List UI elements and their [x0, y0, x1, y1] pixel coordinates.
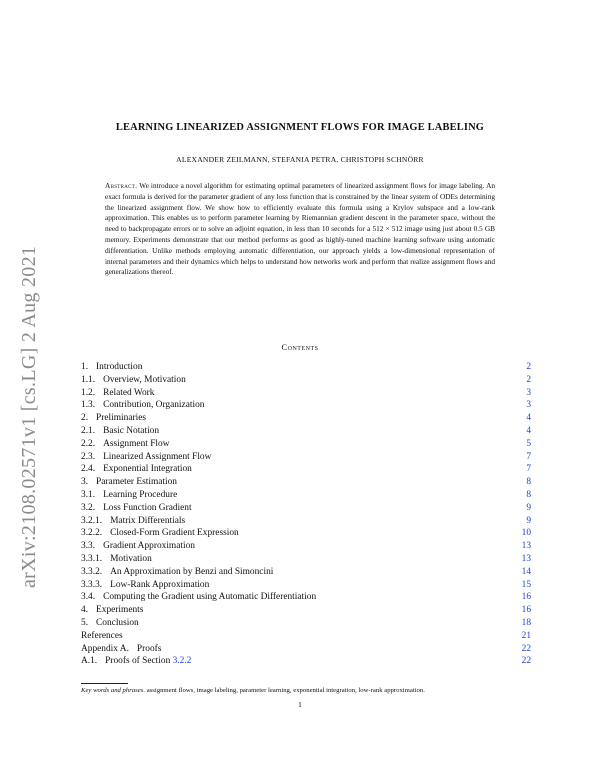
footnote: [81, 686, 541, 695]
toc-entry[interactable]: [81, 579, 531, 592]
toc-page-link[interactable]: 2: [526, 362, 531, 372]
toc-entry-title: Proofs of Section: [105, 656, 171, 667]
toc-entry[interactable]: [81, 553, 531, 566]
toc-entry-number: 3.1.: [81, 489, 96, 500]
toc-entry[interactable]: [81, 425, 531, 438]
toc-entry-number: 3.3.: [81, 541, 96, 552]
footnote-text: assignment flows, image labeling, parameter learning, exponential integration, low-rank approximation.: [146, 687, 425, 694]
toc-entry-title: Overview, Motivation: [103, 374, 186, 385]
toc-page-link[interactable]: 16: [521, 592, 531, 603]
toc-entry[interactable]: [81, 630, 531, 643]
toc-entry[interactable]: [81, 527, 531, 540]
table-of-contents: [81, 361, 531, 668]
toc-entry-number: 3.2.2.: [81, 528, 103, 539]
toc-page-link[interactable]: 9: [526, 502, 531, 513]
toc-page-link[interactable]: 16: [521, 605, 531, 616]
toc-entry[interactable]: [81, 655, 531, 668]
toc-page-link[interactable]: 9: [526, 515, 531, 526]
toc-entry-number: 2.3.: [81, 451, 96, 462]
arxiv-identifier: arXiv:2108.02571v1 [cs.LG] 2 Aug 2021: [18, 245, 40, 588]
toc-entry-number: 3.3.3.: [81, 579, 103, 590]
paper-title: LEARNING LINEARIZED ASSIGNMENT FLOWS FOR IMAGE LABELING: [115, 122, 485, 133]
toc-entry-title: Experiments: [96, 605, 144, 616]
toc-entry-title: Related Work: [103, 387, 155, 398]
toc-entry[interactable]: [81, 387, 531, 400]
toc-entry[interactable]: [81, 604, 531, 617]
toc-entry-title: Exponential Integration: [103, 464, 192, 475]
toc-entry[interactable]: [81, 617, 531, 630]
toc-entry-title: Introduction: [96, 362, 143, 372]
toc-page-link[interactable]: 8: [526, 477, 531, 488]
toc-page-link[interactable]: 22: [521, 643, 531, 654]
toc-entry-title: Loss Function Gradient: [103, 502, 192, 513]
footnote-rule: [81, 683, 128, 684]
toc-entry[interactable]: [81, 374, 531, 387]
toc-entry-title: Computing the Gradient using Automatic Differentiation: [103, 592, 317, 603]
toc-entry-title: Proofs: [136, 643, 162, 654]
toc-entry-title: Closed-Form Gradient Expression: [110, 528, 239, 539]
toc-entry-title: Parameter Estimation: [96, 477, 177, 488]
toc-entry[interactable]: [81, 476, 531, 489]
abstract-text: We introduce a novel algorithm for estimating optimal parameters of linearized assignment flows for image labeling. An exact formula is derived for the parameter gradient of any loss function that is constrained by the linear system of ODEs determining the linearized assignment flow. We show how to efficiently evaluate this formula using a Krylov subspace and a low-rank approximation. This enables us to perform parameter learning by Riemannian gradient descent in the parameter space, without the need to backpropagate errors or to solve an adjoint equation, in less than 10 seconds for a 512 × 512 image using just about 0.5 GB memory. Experiments demonstrate that our method performs as good as highly-tuned machine learning software using automatic differentiation. Unlike methods employing automatic differentiation, our approach yields a low-dimensional representation of internal parameters and their dynamics which helps to understand how networks work and perform that realize assignment flows and generalizations thereof.: [105, 181, 495, 277]
toc-page-link[interactable]: 2: [526, 374, 531, 385]
toc-entry-number: 1.3.: [81, 400, 96, 411]
toc-entry-number: A.1.: [81, 656, 98, 667]
toc-entry-title: Matrix Differentials: [110, 515, 186, 526]
toc-entry-number: 1.2.: [81, 387, 96, 398]
toc-entry-title: Conclusion: [96, 617, 139, 628]
toc-page-link[interactable]: 3: [526, 387, 531, 398]
toc-section-link[interactable]: 3.2.2: [172, 656, 192, 667]
contents-heading: Contents: [281, 343, 319, 352]
abstract-label: Abstract.: [105, 181, 138, 190]
toc-page-link[interactable]: 15: [521, 579, 531, 590]
toc-entry-number: 5.: [81, 617, 89, 628]
toc-entry[interactable]: [81, 489, 531, 502]
toc-entry-title: Assignment Flow: [103, 438, 170, 449]
toc-page-link[interactable]: 14: [521, 566, 531, 577]
toc-page-link[interactable]: 13: [521, 541, 531, 552]
page-number: 1: [298, 700, 302, 709]
toc-page-link[interactable]: 3: [526, 400, 531, 411]
toc-entry[interactable]: [81, 515, 531, 528]
toc-entry[interactable]: [81, 643, 531, 656]
toc-entry-title: Learning Procedure: [103, 489, 178, 500]
toc-page-link[interactable]: 5: [526, 438, 531, 449]
toc-entry-title: Low-Rank Approximation: [110, 579, 210, 590]
toc-page-link[interactable]: 4: [526, 413, 531, 424]
paper-authors: ALEXANDER ZEILMANN, STEFANIA PETRA, CHRISTOPH SCHNÖRR: [176, 155, 424, 164]
toc-entry-title: References: [81, 630, 123, 641]
toc-entry-title: Linearized Assignment Flow: [103, 451, 212, 462]
toc-entry[interactable]: [81, 540, 531, 553]
toc-entry[interactable]: [81, 438, 531, 451]
toc-entry-title: Motivation: [110, 553, 152, 564]
toc-entry-title: An Approximation by Benzi and Simoncini: [110, 566, 274, 577]
toc-entry-title: Gradient Approximation: [103, 541, 195, 552]
toc-entry-number: 2.: [81, 413, 89, 424]
toc-page-link[interactable]: 7: [526, 451, 531, 462]
toc-entry-number: 3.3.1.: [81, 553, 103, 564]
toc-page-link[interactable]: 22: [521, 656, 531, 667]
toc-page-link[interactable]: 13: [521, 553, 531, 564]
toc-page-link[interactable]: 21: [521, 630, 531, 641]
toc-page-link[interactable]: 10: [521, 528, 531, 539]
toc-entry-number: 3.2.1.: [81, 515, 103, 526]
toc-entry-title: Contribution, Organization: [103, 400, 205, 411]
arxiv-stamp: [12, 206, 46, 588]
footnote-label: Key words and phrases.: [81, 687, 146, 694]
toc-entry-number: 3.: [81, 477, 89, 488]
toc-page-link[interactable]: 7: [526, 464, 531, 475]
toc-entry-number: 3.2.: [81, 502, 96, 513]
abstract: [105, 181, 495, 278]
toc-entry[interactable]: [81, 463, 531, 476]
toc-entry-number: 4.: [81, 605, 89, 616]
toc-entry-number: 2.2.: [81, 438, 96, 449]
toc-entry-number: 3.3.2.: [81, 566, 103, 577]
toc-page-link[interactable]: 4: [526, 425, 531, 436]
toc-entry-number: Appendix A.: [81, 643, 129, 654]
toc-entry-number: 2.4.: [81, 464, 96, 475]
toc-entry-title: Basic Notation: [103, 425, 160, 436]
toc-entry-number: 3.4.: [81, 592, 96, 603]
toc-entry-number: 2.1.: [81, 425, 96, 436]
toc-entry[interactable]: [81, 502, 531, 515]
toc-entry[interactable]: [81, 412, 531, 425]
toc-entry-number: 1.: [81, 362, 89, 372]
toc-entry[interactable]: [81, 361, 531, 374]
toc-page-link[interactable]: 8: [526, 489, 531, 500]
toc-entry[interactable]: [81, 566, 531, 579]
toc-entry[interactable]: [81, 451, 531, 464]
toc-entry[interactable]: [81, 591, 531, 604]
toc-entry-number: 1.1.: [81, 374, 96, 385]
toc-entry[interactable]: [81, 399, 531, 412]
toc-entry-title: Preliminaries: [96, 413, 147, 424]
toc-page-link[interactable]: 18: [521, 617, 531, 628]
